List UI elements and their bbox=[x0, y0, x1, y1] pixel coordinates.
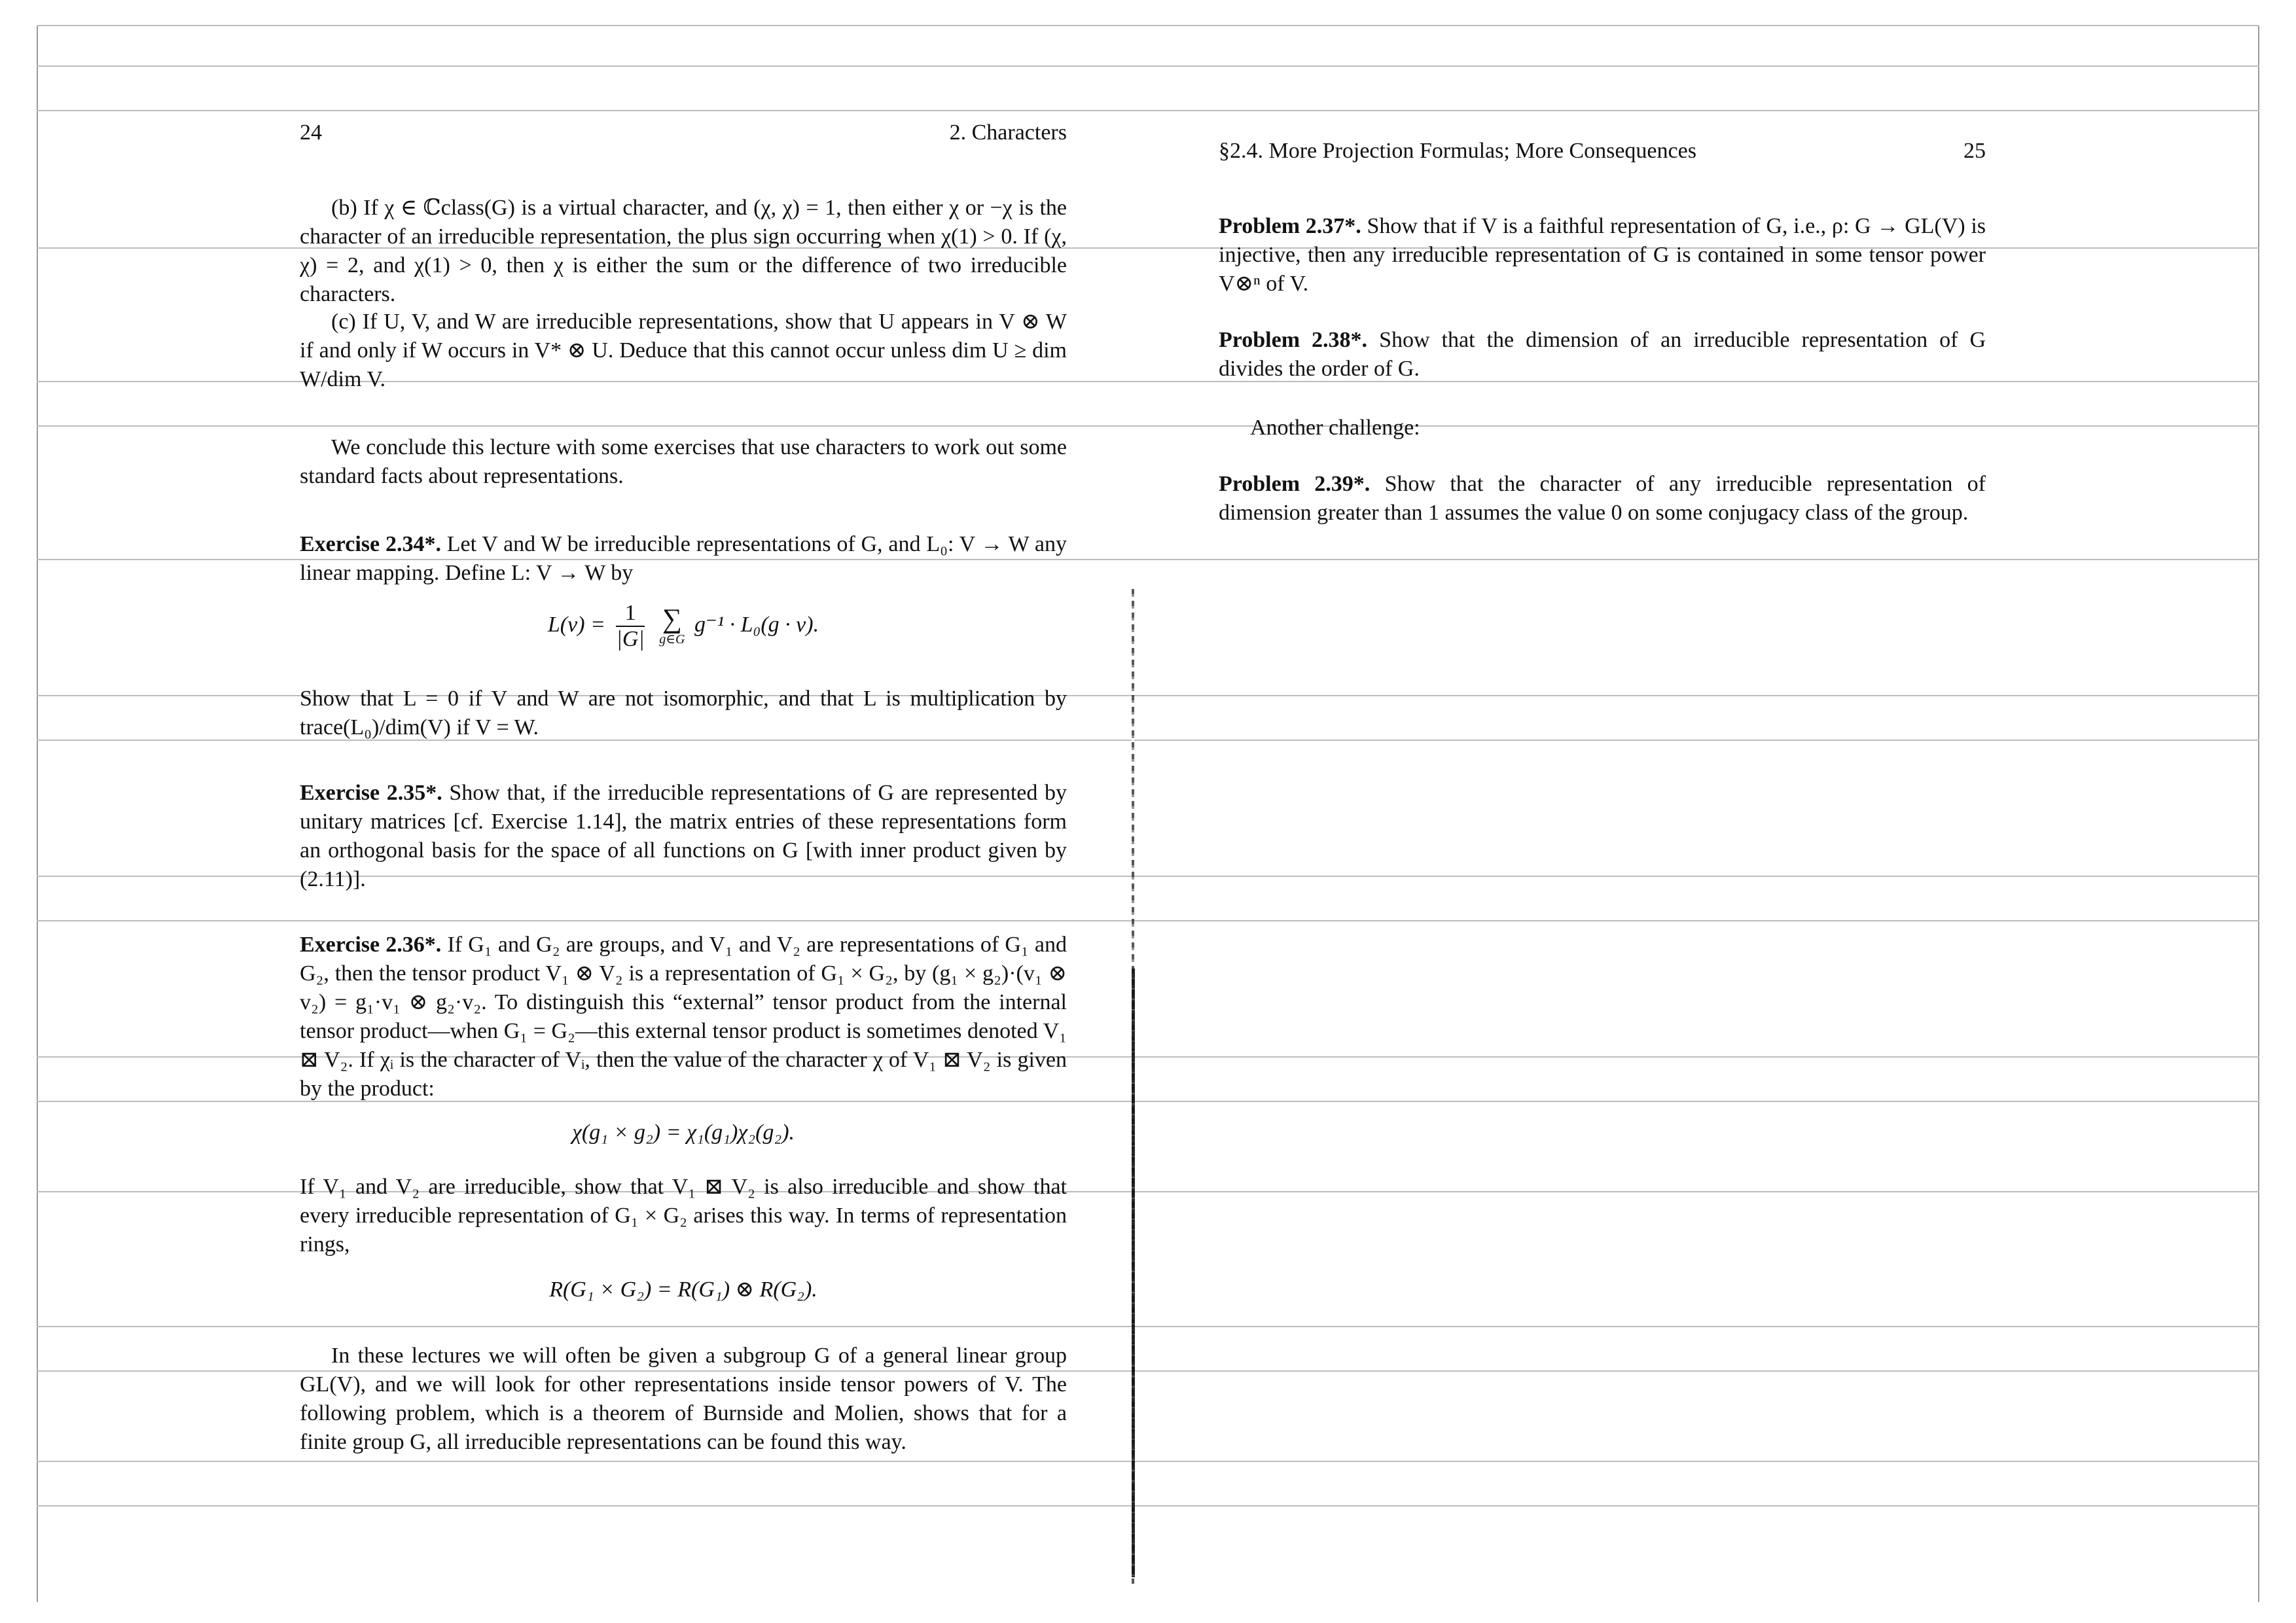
running-head: 2. Characters bbox=[949, 120, 1067, 145]
scan-rule bbox=[37, 110, 2259, 111]
exercise-2-34-conclusion: Show that L = 0 if V and W are not isomorphic, and that L is multiplication by trace(L₀)/dim(V) if V = W. bbox=[300, 687, 1067, 740]
equation-projection bbox=[300, 601, 1067, 652]
exercise-text: Show that, if the irreducible representations of G are represented by unitary matrices [cf. Exercise 1.14], the matrix entries of these representations form an orthogonal basis for the space of all functions on G [with inner product given by (2.11)]. bbox=[300, 781, 1067, 891]
scan-frame-left bbox=[37, 25, 38, 1602]
problem-text: Show that the character of any irreducible representation of dimension greater than 1 assumes the value 0 on some conjugacy class of the group. bbox=[1219, 472, 1986, 525]
exercise-label: Exercise 2.36*. bbox=[300, 933, 442, 957]
exercise-2-36-conclusion: If V₁ and V₂ are irreducible, show that V₁ ⊠ V₂ is also irreducible and show that every irreducible representation of G₁ × G₂ arises this way. In terms of representation rings, bbox=[300, 1175, 1067, 1257]
exercise-2-36 bbox=[300, 931, 1067, 1103]
exercise-text: If G₁ and G₂ are groups, and V₁ and V₂ are representations of G₁ and G₂, then the tensor product V₁ ⊗ V₂ is a representation of G₁ × G₂, by (g₁ × g₂)·(v₁ ⊗ v₂) = g₁·v₁ ⊗ g₂·v₂. To distinguish this “external” tensor product from the internal tensor product—when G₁ = G₂—this external tensor product is sometimes denoted V₁ ⊠ V₂. If χᵢ is the character of Vᵢ, then the value of the character χ of V₁ ⊠ V₂ is given by the product: bbox=[300, 933, 1067, 1101]
scan-frame-right bbox=[2258, 25, 2259, 1602]
equation-external-character: χ(g₁ × g₂) = χ₁(g₁)χ₂(g₂). bbox=[571, 1120, 795, 1145]
equation-lhs: L(v) = bbox=[547, 612, 605, 637]
scan-rule bbox=[37, 1326, 2259, 1327]
scan-rule bbox=[37, 65, 2259, 67]
fraction-denominator: |G| bbox=[616, 627, 645, 651]
exercise-part-c: (c) If U, V, and W are irreducible representations, show that U appears in V ⊗ W if and only if W occurs in V* ⊗ U. Deduce that this cannot occur unless dim U ≥ dim W/dim V. bbox=[300, 310, 1067, 391]
closing-paragraph: In these lectures we will often be given a subgroup G of a general linear group GL(V), and we will look for other representations inside tensor powers of V. The following problem, which is a theorem of Burnside and Molien, shows that for a finite group G, all irreducible representations can be found this way. bbox=[300, 1344, 1067, 1454]
page-number: 25 bbox=[1964, 139, 1986, 163]
scan-rule bbox=[37, 1505, 2259, 1507]
page-number: 24 bbox=[300, 120, 322, 145]
exercise-label: Exercise 2.34*. bbox=[300, 532, 441, 556]
problem-text: Show that if V is a faithful representation of G, i.e., ρ: G → GL(V) is injective, then any irreducible representation of G is contained in some tensor power V⊗ⁿ of V. bbox=[1219, 214, 1986, 296]
running-head: §2.4. More Projection Formulas; More Consequences bbox=[1219, 139, 1696, 163]
lecture-conclusion-paragraph: We conclude this lecture with some exercises that use characters to work out some standard facts about representations. bbox=[300, 435, 1067, 488]
problem-2-37 bbox=[1219, 212, 1986, 298]
summation-range: g∈G bbox=[659, 632, 685, 647]
another-challenge: Another challenge: bbox=[1250, 416, 1420, 440]
exercise-label: Exercise 2.35*. bbox=[300, 781, 442, 805]
summation-sign: ∑ bbox=[662, 604, 682, 634]
scan-rule bbox=[37, 1461, 2259, 1462]
exercise-part-b: (b) If χ ∈ ℂclass(G) is a virtual character, and (χ, χ) = 1, then either χ or −χ is the character of an irreducible representation, the plus sign occurring when χ(1) > 0. If (χ, χ) = 2, and χ(1) > 0, then χ is either the sum or the difference of two irreducible characters. bbox=[300, 196, 1067, 306]
exercise-2-35 bbox=[300, 779, 1067, 894]
problem-label: Problem 2.37*. bbox=[1219, 214, 1361, 238]
problem-text: Show that the dimension of an irreducible representation of G divides the order of G. bbox=[1219, 328, 1986, 381]
problem-label: Problem 2.38*. bbox=[1219, 328, 1368, 352]
summation bbox=[659, 606, 685, 647]
fraction bbox=[616, 601, 644, 652]
problem-2-38 bbox=[1219, 326, 1986, 383]
equation-rhs: g⁻¹ · L₀(g · v). bbox=[694, 612, 819, 637]
fraction-numerator: 1 bbox=[616, 601, 644, 627]
left-page-header bbox=[300, 120, 1067, 153]
exercise-text: Let V and W be irreducible representations of G, and L₀: V → W any linear mapping. Define L: V → W by bbox=[300, 532, 1067, 585]
scan-rule bbox=[37, 920, 2259, 921]
binding-gutter-shadow bbox=[1132, 969, 1135, 1577]
equation-representation-rings: R(G₁ × G₂) = R(G₁) ⊗ R(G₂). bbox=[549, 1277, 817, 1302]
right-page-header bbox=[1219, 139, 1986, 171]
exercise-2-34 bbox=[300, 530, 1067, 588]
problem-2-39 bbox=[1219, 470, 1986, 527]
scan-rule bbox=[37, 25, 2259, 26]
problem-label: Problem 2.39*. bbox=[1219, 472, 1371, 496]
